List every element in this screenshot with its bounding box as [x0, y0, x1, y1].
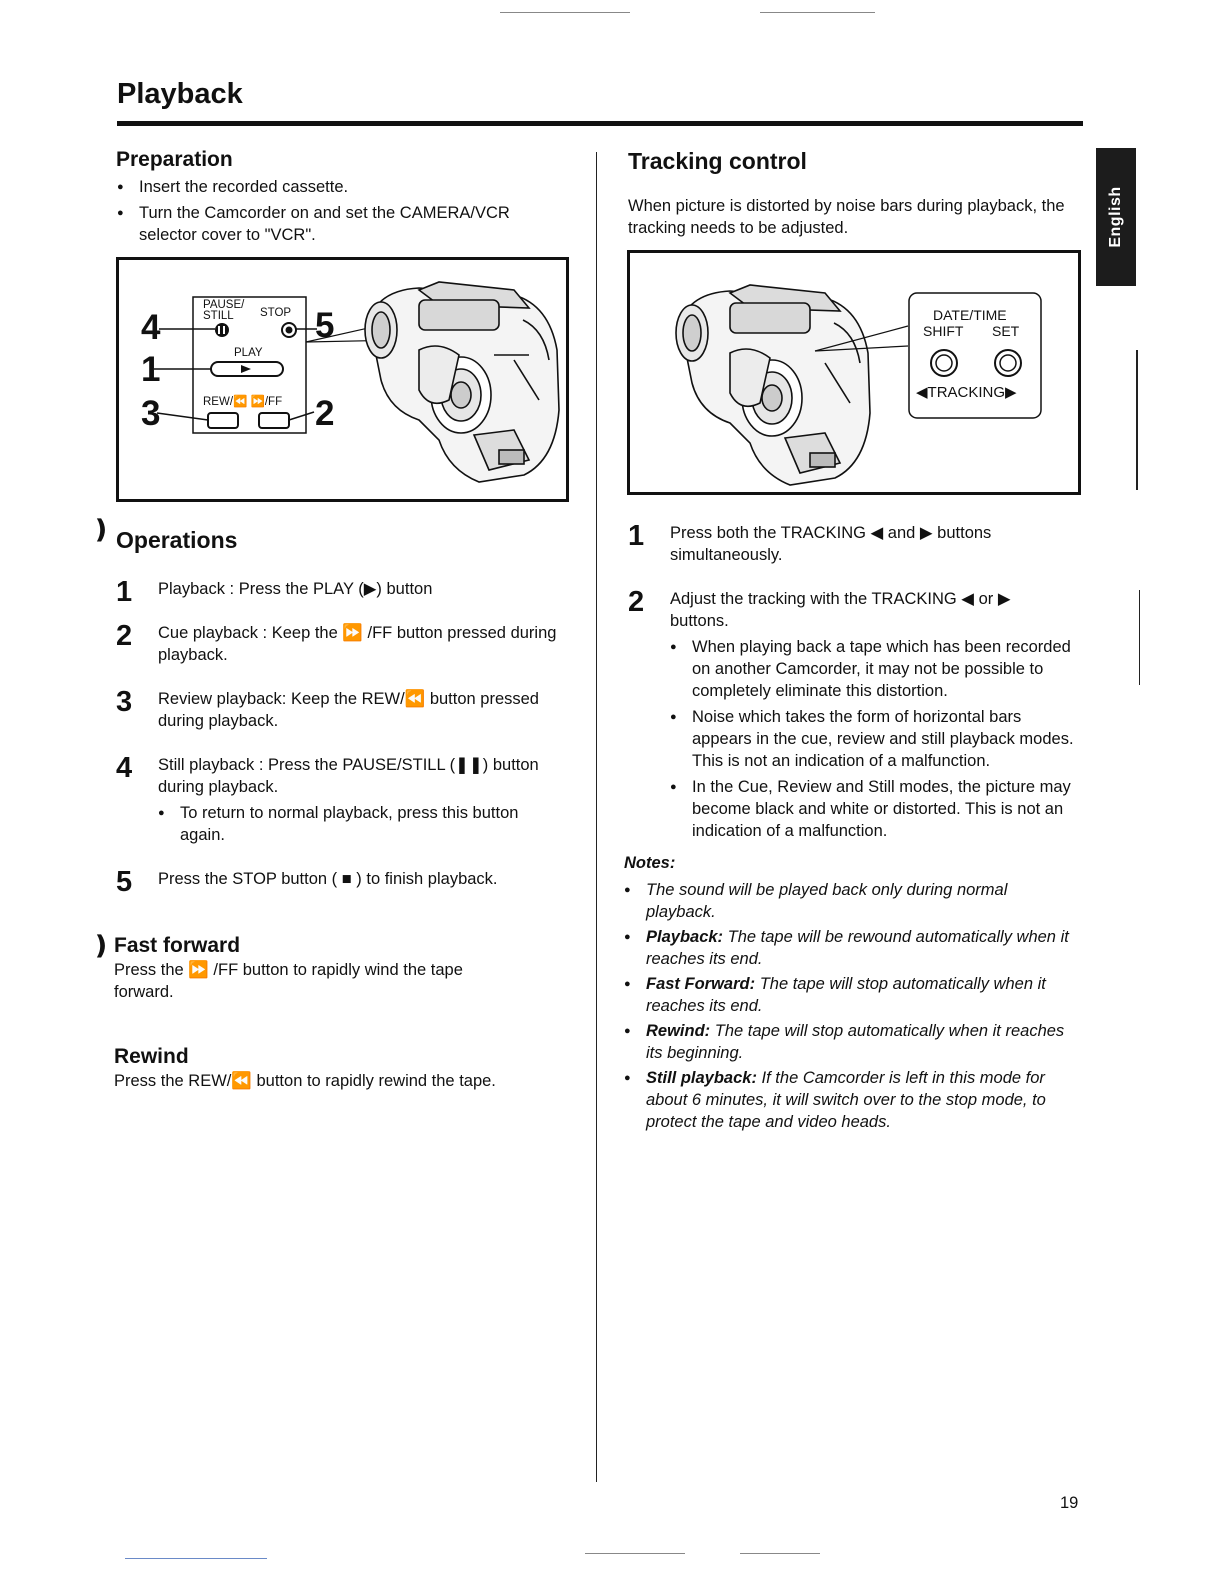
title-rule — [117, 121, 1083, 126]
note-text: The tape will be rewound automatically when it reaches its end. — [646, 928, 1069, 968]
list-item: ● To return to normal playback, press this button again. — [158, 802, 558, 846]
page-number: 19 — [1060, 1494, 1079, 1512]
list-item: ● Noise which takes the form of horizontal bars appears in the cue, review and still playback modes. This is not an indication of a malfunction. — [670, 706, 1082, 772]
note-item — [624, 1020, 1079, 1064]
fast-forward-heading: Fast forward — [114, 934, 241, 957]
section-marker: ❫ — [90, 930, 112, 960]
callout-5: 5 — [315, 306, 335, 345]
list-item: ● Turn the Camcorder on and set the CAMERA/VCR selector cover to "VCR". — [117, 202, 557, 246]
step-text: Press both the TRACKING ◀ and ▶ buttons simultaneously. — [670, 524, 992, 564]
language-tab-label: English — [1107, 186, 1124, 248]
list-item: ● Insert the recorded cassette. — [117, 176, 557, 198]
notes-title: Notes: — [624, 854, 676, 872]
rewind-text: Press the REW/⏪ button to rapidly rewind the tape. — [114, 1072, 496, 1090]
note-lead: Still playback: — [646, 1069, 757, 1087]
note-item — [624, 1067, 1079, 1133]
tracking-figure — [627, 250, 1081, 495]
rew-ff-label: REW/⏪ ⏩/FF — [203, 396, 283, 408]
callout-1: 1 — [141, 350, 161, 389]
note-item — [624, 926, 1079, 970]
note-lead: Rewind: — [646, 1022, 711, 1040]
notes-list — [624, 879, 1079, 1136]
scan-artifact — [125, 1558, 267, 1559]
language-tab — [1096, 148, 1136, 286]
camcorder-illustration — [119, 260, 566, 499]
note-item — [624, 879, 1079, 923]
step-text: Still playback : Press the PAUSE/STILL (❚❚) button during playback. — [158, 756, 539, 796]
column-divider — [596, 152, 597, 1482]
rewind-heading: Rewind — [114, 1045, 189, 1068]
date-time-label: DATE/TIME — [933, 307, 1007, 323]
section-marker: ❫ — [90, 514, 112, 544]
tracking-intro: When picture is distorted by noise bars during playback, the tracking needs to be adjusted. — [628, 197, 1065, 237]
operations-heading: Operations — [116, 527, 238, 553]
tracking-camcorder-illustration — [630, 253, 1078, 492]
callout-4: 4 — [141, 308, 161, 347]
note-text: If the Camcorder is left in this mode for about 6 minutes, it will switch over to the stop mode, to protect the tape and video heads. — [646, 1069, 1046, 1131]
step-text: Playback : Press the PLAY (▶) button — [158, 580, 433, 598]
step-text: Cue playback : Keep the ⏩ /FF button pressed during playback. — [158, 624, 557, 664]
stop-label: STOP — [260, 307, 292, 319]
step-number: 5 — [116, 866, 133, 898]
note-text: The sound will be played back only during normal playback. — [646, 881, 1008, 921]
tracking-heading: Tracking control — [628, 148, 807, 174]
list-item: ● When playing back a tape which has been recorded on another Camcorder, it may not be possible to completely eliminate this distortion. — [670, 636, 1082, 702]
camcorder-buttons-figure — [116, 257, 569, 502]
step-number: 2 — [116, 620, 133, 652]
step-number: 3 — [116, 686, 133, 718]
fast-forward-text: Press the ⏩ /FF button to rapidly wind the tape forward. — [114, 961, 463, 1001]
step-number: 2 — [628, 586, 645, 618]
callout-3: 3 — [141, 394, 161, 433]
step-number: 1 — [628, 520, 645, 552]
edge-mark — [1136, 350, 1138, 490]
step-sub-list — [158, 802, 558, 846]
preparation-list — [117, 176, 557, 250]
note-item — [624, 973, 1079, 1017]
scan-artifact — [585, 1553, 685, 1554]
scan-artifact — [760, 12, 875, 13]
edge-mark — [1139, 590, 1140, 685]
callout-2: 2 — [315, 394, 335, 433]
list-item: ● In the Cue, Review and Still modes, the picture may become black and white or distorted. This is not an indication of a malfunction. — [670, 776, 1082, 842]
scan-artifact — [740, 1553, 820, 1554]
shift-label: SHIFT — [923, 323, 964, 339]
step-number: 4 — [116, 752, 133, 784]
note-lead: Playback: — [646, 928, 724, 946]
note-lead: Fast Forward: — [646, 975, 756, 993]
step-text: Review playback: Keep the REW/⏪ button pressed during playback. — [158, 690, 539, 730]
set-label: SET — [992, 323, 1020, 339]
play-label: PLAY — [234, 347, 263, 359]
pause-still-label: PAUSE/ STILL — [203, 299, 245, 322]
note-text: The tape will stop automatically when it reaches its beginning. — [646, 1022, 1065, 1062]
note-text: The tape will stop automatically when it reaches its end. — [646, 975, 1046, 1015]
step-text: Press the STOP button ( ■ ) to finish playback. — [158, 870, 498, 888]
step-sub-list — [670, 636, 1082, 842]
step-number: 1 — [116, 576, 133, 608]
page-title: Playback — [117, 78, 243, 110]
preparation-heading: Preparation — [116, 148, 233, 171]
step-text: Adjust the tracking with the TRACKING ◀ or ▶ buttons. — [670, 590, 1011, 630]
tracking-label: ◀TRACKING▶ — [916, 384, 1017, 401]
scan-artifact — [500, 12, 630, 13]
